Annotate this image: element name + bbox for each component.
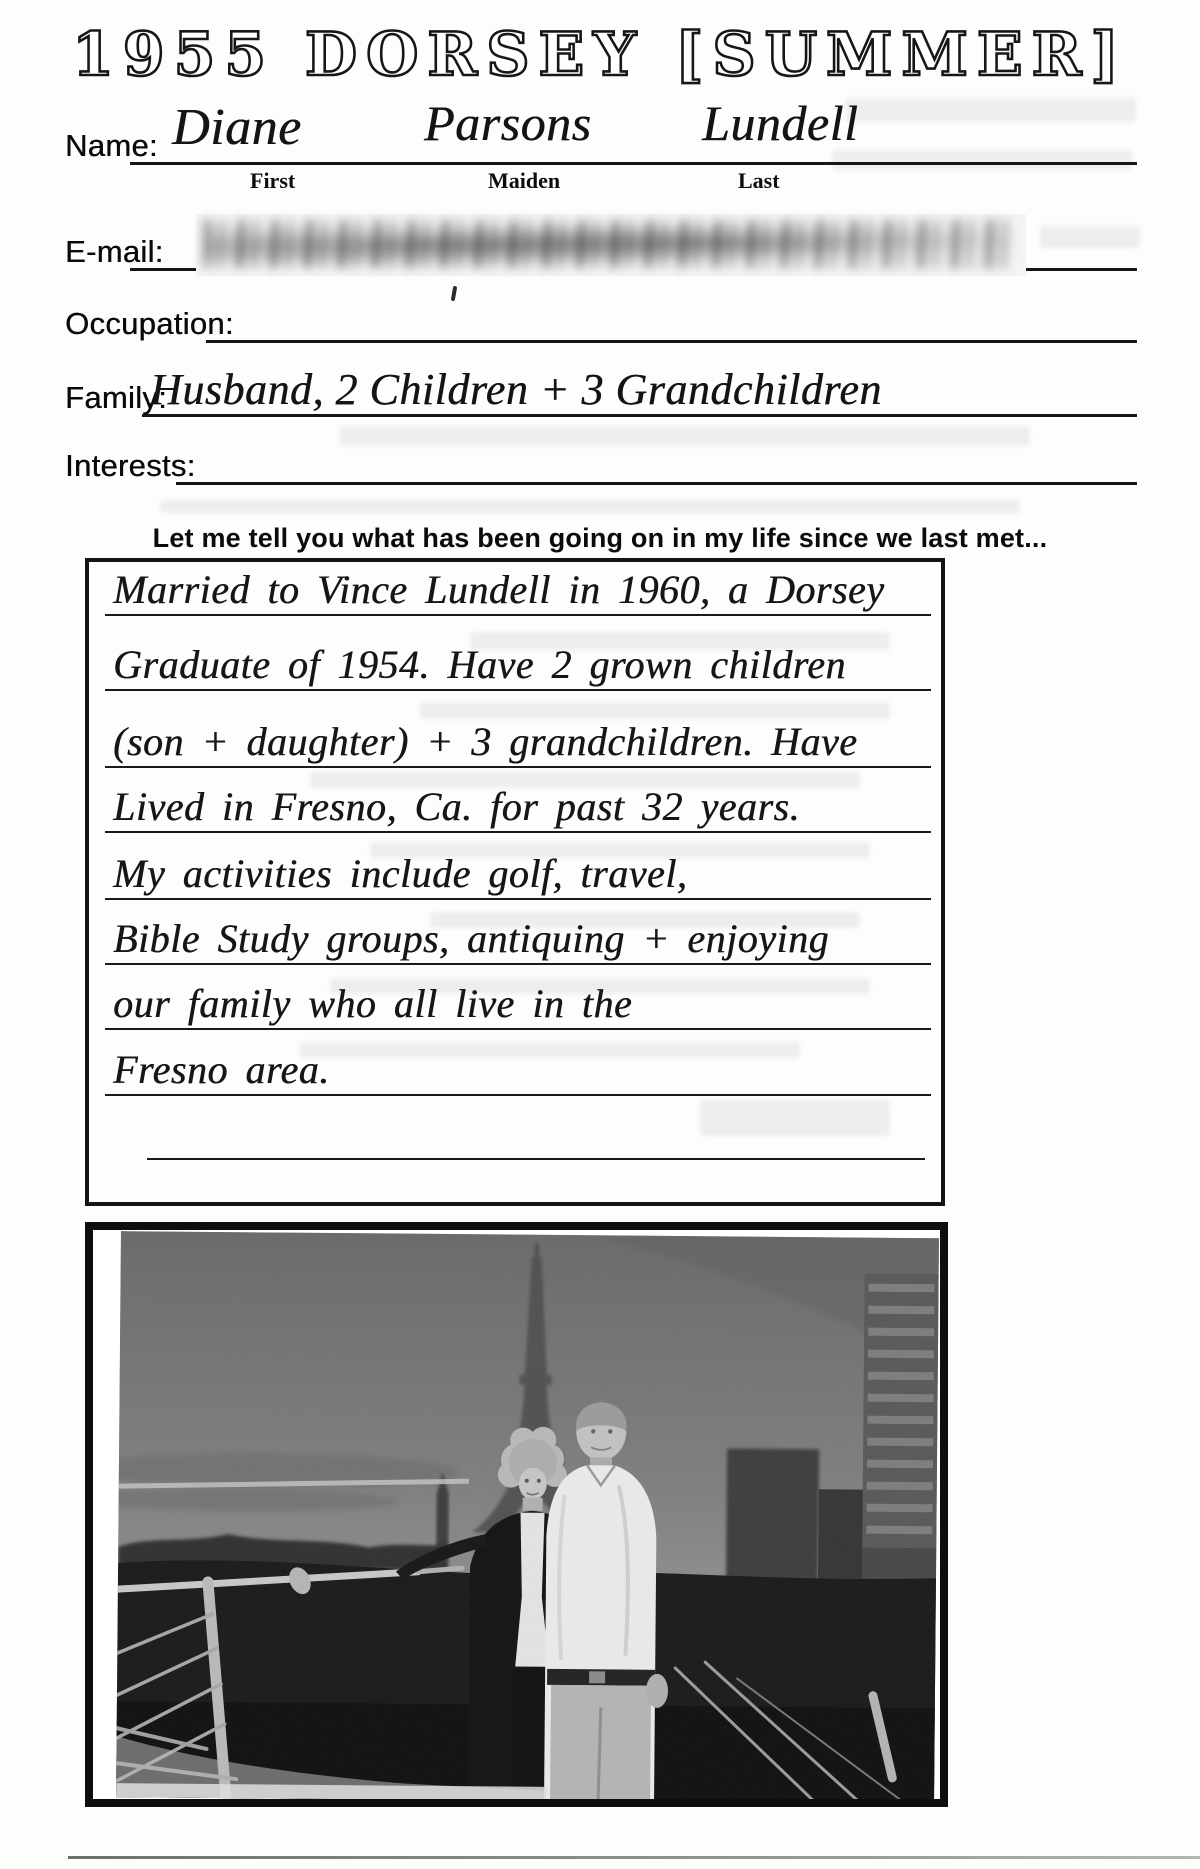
biography-line: My activities include golf, travel, bbox=[105, 839, 931, 900]
name-underline bbox=[130, 162, 1137, 165]
blur-smudge bbox=[204, 220, 1012, 268]
interests-underline bbox=[176, 482, 1137, 485]
biography-line: (son + daughter) + 3 grandchildren. Have bbox=[105, 707, 931, 768]
biography-blank-ruled-line bbox=[147, 1099, 925, 1160]
family-value: Husband, 2 Children + 3 Grandchildren bbox=[150, 365, 882, 414]
name-maiden-value: Parsons bbox=[424, 95, 592, 151]
occupation-underline bbox=[206, 340, 1137, 343]
photo-frame bbox=[85, 1222, 948, 1807]
photo-illustration bbox=[116, 1231, 939, 1804]
email-redacted-handwriting bbox=[196, 214, 1026, 276]
stray-pen-mark bbox=[451, 286, 458, 301]
biography-line: Bible Study groups, antiquing + enjoying bbox=[105, 904, 931, 965]
scan-edge-line bbox=[68, 1856, 1200, 1859]
name-first-value: Diane bbox=[172, 99, 302, 156]
biography-box bbox=[85, 558, 945, 1206]
family-underline bbox=[142, 414, 1137, 417]
biography-line: our family who all live in the bbox=[105, 969, 931, 1030]
interests-label: Interests: bbox=[65, 448, 196, 483]
biography-line: Fresno area. bbox=[105, 1035, 931, 1096]
name-label: Name: bbox=[65, 128, 158, 163]
bleed-through-artifact bbox=[1040, 226, 1140, 248]
name-sublabel-first: First bbox=[250, 168, 296, 193]
family-label: Family: bbox=[65, 380, 167, 415]
photo bbox=[116, 1231, 939, 1804]
name-last-value: Lundell bbox=[702, 95, 859, 151]
occupation-label: Occupation: bbox=[65, 306, 234, 341]
biography-line: Lived in Fresno, Ca. for past 32 years. bbox=[105, 772, 931, 833]
bleed-through-artifact bbox=[340, 426, 1030, 446]
email-label: E-mail: bbox=[65, 234, 164, 269]
name-sublabel-maiden: Maiden bbox=[488, 168, 561, 193]
page-title: 1955 DORSEY [SUMMER] bbox=[72, 20, 1128, 90]
biography-line: Graduate of 1954. Have 2 grown children bbox=[105, 630, 931, 691]
name-sublabel-last: Last bbox=[738, 168, 780, 193]
bleed-through-artifact bbox=[846, 98, 1136, 122]
bleed-through-artifact bbox=[160, 500, 1020, 513]
biography-prompt: Let me tell you what has been going on in my life since we last met... bbox=[152, 523, 1048, 553]
biography-line: Married to Vince Lundell in 1960, a Dorsey bbox=[105, 562, 931, 616]
scan-grain-overlay bbox=[116, 1231, 939, 1804]
bleed-through-artifact bbox=[832, 150, 1132, 170]
